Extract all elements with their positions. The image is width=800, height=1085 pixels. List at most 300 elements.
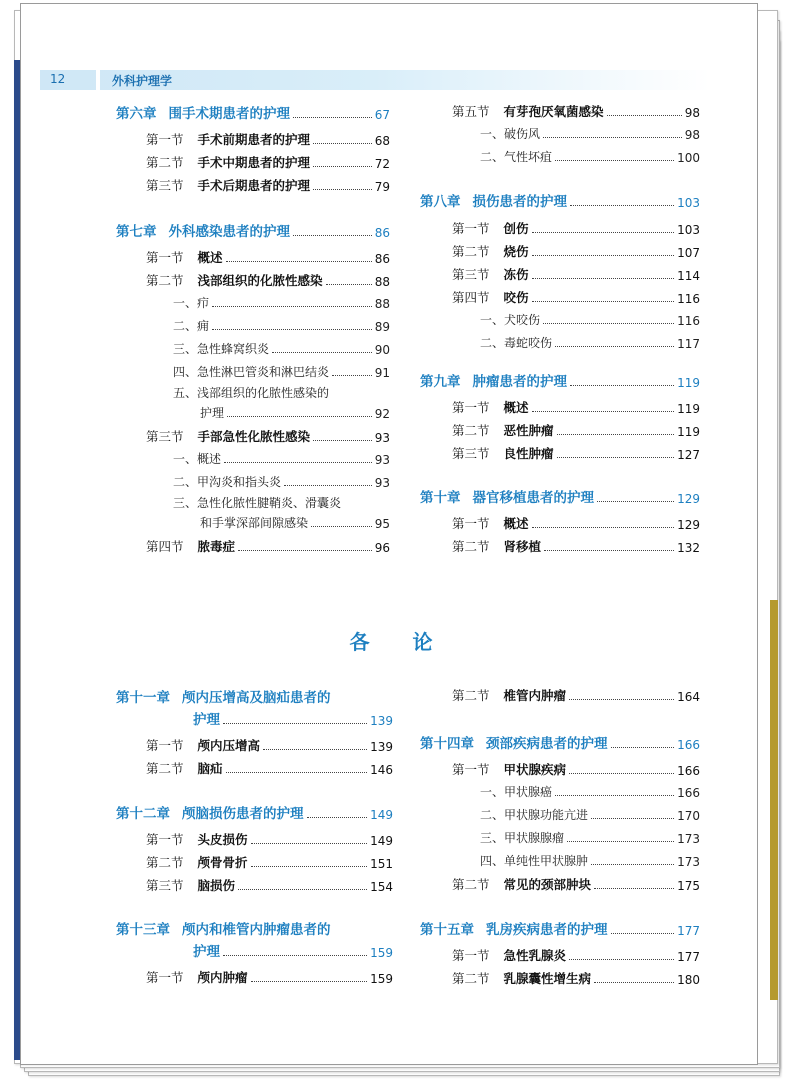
dot-leader xyxy=(293,234,372,236)
toc-page-number: 89 xyxy=(374,320,390,334)
dot-leader xyxy=(567,840,674,842)
toc-number: 第十章 xyxy=(420,490,461,506)
toc-number: 第二节 xyxy=(452,971,490,986)
toc-title: 头皮损伤 xyxy=(197,832,248,847)
toc-page-number: 139 xyxy=(370,714,393,728)
toc-subsection-entry[interactable] xyxy=(173,294,390,311)
book-title: 外科护理学 xyxy=(112,74,173,88)
toc-page-number: 86 xyxy=(374,252,390,266)
toc-title: 乳腺囊性增生病 xyxy=(503,971,592,986)
toc-section-entry[interactable] xyxy=(452,242,700,260)
dot-leader xyxy=(313,188,372,190)
toc-number: 第一节 xyxy=(452,516,490,531)
dot-leader xyxy=(569,698,674,700)
toc-section-entry[interactable] xyxy=(146,736,393,754)
dot-leader xyxy=(607,114,682,116)
toc-label xyxy=(146,968,248,986)
toc-label xyxy=(420,486,594,506)
toc-title: 常见的颈部肿块 xyxy=(503,877,592,892)
toc-title: 乳房疾病患者的护理 xyxy=(486,922,608,938)
toc-title: 外科感染患者的护理 xyxy=(168,224,290,240)
toc-label xyxy=(452,946,566,964)
dot-leader xyxy=(227,415,372,417)
toc-title: 良性肿瘤 xyxy=(503,446,554,461)
dot-leader xyxy=(532,231,675,233)
toc-section-entry[interactable] xyxy=(452,946,700,964)
toc-label xyxy=(480,125,540,142)
dot-leader xyxy=(611,746,675,748)
toc-page-number: 88 xyxy=(374,297,390,311)
toc-number: 第十四章 xyxy=(420,736,474,752)
toc-label xyxy=(173,340,269,357)
toc-number: 第八章 xyxy=(420,194,461,210)
toc-label xyxy=(146,176,310,194)
toc-page-number: 103 xyxy=(677,223,700,237)
toc-label xyxy=(146,271,323,289)
toc-subsection-entry[interactable] xyxy=(480,148,700,165)
toc-label xyxy=(173,317,209,334)
toc-number: 第四节 xyxy=(452,290,490,305)
dot-leader xyxy=(307,816,368,818)
toc-section-entry[interactable] xyxy=(452,969,700,987)
toc-subsection-entry[interactable] xyxy=(480,852,700,869)
toc-title: 烧伤 xyxy=(503,244,529,259)
toc-title: 急性乳腺炎 xyxy=(503,948,567,963)
toc-title: 脑损伤 xyxy=(197,878,236,893)
toc-label xyxy=(146,853,248,871)
toc-section-entry[interactable] xyxy=(452,102,700,120)
dot-leader xyxy=(543,136,682,138)
toc-number: 第三节 xyxy=(146,178,184,193)
book-cover-edge xyxy=(770,600,778,1000)
dot-leader xyxy=(532,277,675,279)
toc-page-number: 175 xyxy=(677,879,700,893)
toc-section-entry[interactable] xyxy=(146,130,390,148)
toc-number: 第一节 xyxy=(146,250,184,265)
toc-subsection-entry[interactable] xyxy=(480,311,700,328)
toc-number: 第三节 xyxy=(452,267,490,282)
dot-leader xyxy=(226,260,372,262)
toc-page-number: 177 xyxy=(677,924,700,938)
dot-leader xyxy=(311,525,372,527)
toc-title: 颅内压增高及脑疝患者的 xyxy=(182,690,331,706)
toc-section-entry[interactable] xyxy=(452,398,700,416)
toc-label xyxy=(480,806,588,823)
toc-section-entry[interactable] xyxy=(146,176,390,194)
toc-label: 第十一章 xyxy=(116,690,170,706)
toc-label xyxy=(200,514,308,531)
toc-label xyxy=(146,537,235,555)
dot-leader xyxy=(223,954,367,956)
toc-label xyxy=(116,802,304,822)
toc-page-number: 146 xyxy=(370,763,393,777)
toc-section-entry[interactable] xyxy=(146,427,390,445)
toc-number: 第一节 xyxy=(452,221,490,236)
dot-leader xyxy=(594,887,674,889)
dot-leader xyxy=(251,980,368,982)
toc-number: 第二节 xyxy=(452,539,490,554)
toc-chapter-entry[interactable] xyxy=(116,802,393,822)
dot-leader xyxy=(611,932,675,934)
dot-leader xyxy=(570,204,674,206)
toc-page-number: 159 xyxy=(370,946,393,960)
toc-label xyxy=(480,783,552,800)
toc-title: 手术前期患者的护理 xyxy=(197,132,311,147)
toc-number: 第一节 xyxy=(146,738,184,753)
toc-section-entry[interactable] xyxy=(452,537,700,555)
toc-number: 第十五章 xyxy=(420,922,474,938)
dot-leader xyxy=(543,322,674,324)
toc-page-number: 95 xyxy=(374,517,390,531)
toc-title: 颅内肿瘤 xyxy=(197,970,248,985)
toc-section-entry[interactable] xyxy=(146,537,390,555)
toc-page-number: 166 xyxy=(677,738,700,752)
toc-title: 甲状腺疾病 xyxy=(503,762,567,777)
toc-chapter-entry[interactable] xyxy=(420,918,700,938)
toc-label xyxy=(146,153,310,171)
toc-page-number: 173 xyxy=(677,832,700,846)
toc-subsection-entry[interactable] xyxy=(173,317,390,334)
dot-leader xyxy=(532,410,675,412)
toc-chapter-entry[interactable] xyxy=(116,102,390,122)
toc-subsection-entry[interactable] xyxy=(480,125,700,142)
toc-number: 四、单纯性甲状腺肿 xyxy=(480,854,589,868)
toc-section-entry[interactable] xyxy=(452,288,700,306)
toc-number: 第二节 xyxy=(452,244,490,259)
dot-leader xyxy=(226,771,368,773)
toc-number: 第六章 xyxy=(116,106,157,122)
toc-label: 第十三章 xyxy=(116,922,170,938)
toc-label xyxy=(452,760,566,778)
toc-title: 肾移植 xyxy=(503,539,542,554)
dot-leader xyxy=(251,842,368,844)
toc-label xyxy=(173,473,281,490)
dot-leader xyxy=(212,328,372,330)
toc-page-number: 98 xyxy=(684,128,700,142)
toc-label xyxy=(146,736,260,754)
toc-label: 三、急性化脓性腱鞘炎、滑囊炎 xyxy=(173,496,342,510)
toc-label xyxy=(173,294,209,311)
toc-page-number: 166 xyxy=(677,786,700,800)
dot-leader xyxy=(532,254,675,256)
dot-leader xyxy=(272,351,372,353)
toc-title: 颅骨骨折 xyxy=(197,855,248,870)
toc-page-number: 88 xyxy=(374,275,390,289)
dot-leader xyxy=(212,305,372,307)
toc-title: 脑疝 xyxy=(197,761,223,776)
toc-number: 第七章 xyxy=(116,224,157,240)
toc-number: 第一节 xyxy=(452,762,490,777)
dot-leader xyxy=(332,374,372,376)
toc-page-number: 103 xyxy=(677,196,700,210)
toc-title: 椎管内肿瘤 xyxy=(503,688,567,703)
dot-leader xyxy=(532,300,675,302)
toc-section-entry[interactable] xyxy=(146,830,393,848)
toc-number: 第二节 xyxy=(146,855,184,870)
toc-page-number: 173 xyxy=(677,855,700,869)
toc-label xyxy=(452,398,529,416)
toc-title: 浅部组织的化脓性感染 xyxy=(197,273,323,288)
toc-number: 四、急性淋巴管炎和淋巴结炎 xyxy=(173,365,330,379)
toc-page-number: 151 xyxy=(370,857,393,871)
dot-leader xyxy=(591,817,674,819)
toc-label xyxy=(452,288,529,306)
toc-label xyxy=(452,537,541,555)
toc-label xyxy=(146,427,310,445)
toc-label xyxy=(452,444,554,462)
toc-page-number: 116 xyxy=(677,292,700,306)
toc-page-number: 149 xyxy=(370,834,393,848)
toc-page-number: 119 xyxy=(677,402,700,416)
toc-chapter-entry[interactable] xyxy=(193,708,393,728)
toc-label xyxy=(193,708,220,728)
toc-number: 护理 xyxy=(193,712,220,728)
toc-title: 脓毒症 xyxy=(197,539,236,554)
toc-section-entry[interactable] xyxy=(452,421,700,439)
toc-number: 第二节 xyxy=(146,761,184,776)
toc-page-number: 119 xyxy=(677,425,700,439)
toc-number: 一、破伤风 xyxy=(480,127,541,141)
toc-title: 手术中期患者的护理 xyxy=(197,155,311,170)
toc-page-number: 132 xyxy=(677,541,700,555)
toc-title: 手部急性化脓性感染 xyxy=(197,429,311,444)
toc-title: 咬伤 xyxy=(503,290,529,305)
toc-number: 第二节 xyxy=(452,423,490,438)
toc-label xyxy=(480,311,540,328)
toc-section-entry[interactable] xyxy=(146,759,393,777)
toc-chapter-entry[interactable] xyxy=(420,732,700,752)
toc-label xyxy=(452,421,554,439)
toc-label xyxy=(452,219,529,237)
toc-page-number: 170 xyxy=(677,809,700,823)
toc-label xyxy=(420,190,567,210)
toc-section-entry[interactable] xyxy=(146,968,393,986)
toc-section-entry[interactable] xyxy=(452,265,700,283)
toc-chapter-title xyxy=(116,918,331,938)
toc-number: 第一节 xyxy=(452,400,490,415)
toc-page-number: 107 xyxy=(677,246,700,260)
toc-number: 第二节 xyxy=(146,273,184,288)
toc-label xyxy=(452,875,591,893)
toc-section-entry[interactable] xyxy=(146,876,393,894)
toc-page-number: 114 xyxy=(677,269,700,283)
dot-leader xyxy=(224,461,372,463)
toc-number: 第一节 xyxy=(452,948,490,963)
toc-label xyxy=(452,102,604,120)
dot-leader xyxy=(555,159,674,161)
toc-number: 第三节 xyxy=(146,429,184,444)
toc-page-number: 166 xyxy=(677,764,700,778)
toc-number: 二、甲状腺功能亢进 xyxy=(480,808,589,822)
dot-leader xyxy=(532,526,675,528)
toc-number: 二、痈 xyxy=(173,319,210,333)
dot-leader xyxy=(313,142,372,144)
toc-number: 三、急性蜂窝织炎 xyxy=(173,342,270,356)
toc-chapter-title xyxy=(116,686,331,706)
toc-section-entry[interactable] xyxy=(146,248,390,266)
toc-page-number: 67 xyxy=(374,108,390,122)
toc-number: 三、甲状腺腺瘤 xyxy=(480,831,565,845)
dot-leader xyxy=(293,116,372,118)
toc-page-number: 91 xyxy=(374,366,390,380)
toc-page-number: 127 xyxy=(677,448,700,462)
toc-number: 第一节 xyxy=(146,970,184,985)
toc-subsection-entry[interactable] xyxy=(173,363,390,380)
dot-leader xyxy=(263,748,367,750)
toc-section-entry[interactable] xyxy=(146,271,390,289)
toc-label xyxy=(200,404,224,421)
toc-page-number: 90 xyxy=(374,343,390,357)
toc-label xyxy=(452,686,566,704)
toc-subsection-continued xyxy=(173,384,329,401)
toc-label xyxy=(480,334,552,351)
toc-page-number: 93 xyxy=(374,431,390,445)
toc-page-number: 164 xyxy=(677,690,700,704)
toc-page-number: 129 xyxy=(677,492,700,506)
toc-title: 概述 xyxy=(503,400,529,415)
toc-page-number: 139 xyxy=(370,740,393,754)
toc-number: 第一节 xyxy=(146,832,184,847)
toc-number: 第九章 xyxy=(420,374,461,390)
toc-title: 颅内和椎管内肿瘤患者的 xyxy=(182,922,331,938)
toc-number: 和手掌深部间隙感染 xyxy=(200,516,309,530)
toc-page-number: 116 xyxy=(677,314,700,328)
toc-number: 二、毒蛇咬伤 xyxy=(480,336,553,350)
dot-leader xyxy=(597,500,674,502)
dot-leader xyxy=(251,865,368,867)
toc-subsection-entry[interactable] xyxy=(480,783,700,800)
toc-page-number: 149 xyxy=(370,808,393,822)
toc-chapter-entry[interactable] xyxy=(193,940,393,960)
toc-page-number: 93 xyxy=(374,476,390,490)
toc-section-entry[interactable] xyxy=(452,514,700,532)
toc-label xyxy=(452,969,591,987)
toc-title: 概述 xyxy=(197,250,223,265)
toc-chapter-entry[interactable] xyxy=(420,370,700,390)
toc-number: 二、甲沟炎和指头炎 xyxy=(173,475,282,489)
toc-label xyxy=(480,852,588,869)
toc-label xyxy=(193,940,220,960)
toc-page-number: 92 xyxy=(374,407,390,421)
toc-number: 一、甲状腺癌 xyxy=(480,785,553,799)
toc-title: 手术后期患者的护理 xyxy=(197,178,311,193)
toc-label xyxy=(146,830,248,848)
toc-page-number: 96 xyxy=(374,541,390,555)
toc-number: 第五节 xyxy=(452,104,490,119)
toc-title: 冻伤 xyxy=(503,267,529,282)
toc-subsection-entry[interactable] xyxy=(200,404,390,421)
toc-subsection-continued xyxy=(173,494,341,511)
dot-leader xyxy=(284,484,372,486)
toc-number: 第二节 xyxy=(146,155,184,170)
toc-chapter-entry[interactable] xyxy=(116,220,390,240)
dot-leader xyxy=(223,722,367,724)
toc-page-number: 86 xyxy=(374,226,390,240)
toc-label xyxy=(116,102,290,122)
dot-leader xyxy=(569,772,674,774)
dot-leader xyxy=(238,888,367,890)
toc-number: 第四节 xyxy=(146,539,184,554)
toc-subsection-entry[interactable] xyxy=(480,334,700,351)
dot-leader xyxy=(557,456,675,458)
toc-page-number: 180 xyxy=(677,973,700,987)
toc-label xyxy=(173,363,329,380)
part-title: 各 论 xyxy=(349,630,451,654)
toc-page-number: 100 xyxy=(677,151,700,165)
toc-number: 第一节 xyxy=(146,132,184,147)
toc-number: 第十二章 xyxy=(116,806,170,822)
toc-title: 颅内压增高 xyxy=(197,738,261,753)
toc-label xyxy=(146,876,235,894)
toc-chapter-entry[interactable] xyxy=(420,190,700,210)
toc-page-number: 177 xyxy=(677,950,700,964)
toc-number: 第二节 xyxy=(452,877,490,892)
toc-label xyxy=(420,370,567,390)
toc-subsection-entry[interactable] xyxy=(173,473,390,490)
toc-number: 护理 xyxy=(200,406,225,420)
toc-title: 恶性肿瘤 xyxy=(503,423,554,438)
dot-leader xyxy=(591,863,674,865)
dot-leader xyxy=(555,345,674,347)
toc-section-entry[interactable] xyxy=(452,875,700,893)
toc-number: 护理 xyxy=(193,944,220,960)
toc-label xyxy=(420,732,608,752)
toc-number: 一、犬咬伤 xyxy=(480,313,541,327)
toc-label xyxy=(452,242,529,260)
toc-label: 五、浅部组织的化脓性感染的 xyxy=(173,386,330,400)
toc-section-entry[interactable] xyxy=(452,686,700,704)
toc-title: 有芽孢厌氧菌感染 xyxy=(503,104,604,119)
toc-title: 颅脑损伤患者的护理 xyxy=(182,806,304,822)
toc-page-number: 98 xyxy=(684,106,700,120)
toc-title: 围手术期患者的护理 xyxy=(168,106,290,122)
toc-title: 器官移植患者的护理 xyxy=(472,490,594,506)
dot-leader xyxy=(569,958,674,960)
toc-section-entry[interactable] xyxy=(146,853,393,871)
toc-page-number: 93 xyxy=(374,453,390,467)
toc-page-number: 117 xyxy=(677,337,700,351)
toc-label xyxy=(452,265,529,283)
toc-section-entry[interactable] xyxy=(452,444,700,462)
toc-number: 一、疖 xyxy=(173,296,210,310)
toc-page-number: 68 xyxy=(374,134,390,148)
toc-subsection-entry[interactable] xyxy=(200,514,390,531)
toc-label xyxy=(452,514,529,532)
dot-leader xyxy=(555,794,674,796)
toc-label xyxy=(420,918,608,938)
toc-label xyxy=(146,248,223,266)
toc-title: 创伤 xyxy=(503,221,529,236)
toc-chapter-entry[interactable] xyxy=(420,486,700,506)
toc-subsection-entry[interactable] xyxy=(480,829,700,846)
dot-leader xyxy=(544,549,674,551)
toc-page-number: 129 xyxy=(677,518,700,532)
toc-label xyxy=(146,130,310,148)
toc-label xyxy=(480,148,552,165)
toc-section-entry[interactable] xyxy=(452,760,700,778)
toc-page-number: 72 xyxy=(374,157,390,171)
toc-section-entry[interactable] xyxy=(452,219,700,237)
toc-section-entry[interactable] xyxy=(146,153,390,171)
toc-label xyxy=(146,759,223,777)
toc-title: 肿瘤患者的护理 xyxy=(472,374,567,390)
toc-subsection-entry[interactable] xyxy=(480,806,700,823)
toc-number: 第三节 xyxy=(146,878,184,893)
dot-leader xyxy=(238,549,372,551)
toc-subsection-entry[interactable] xyxy=(173,340,390,357)
toc-subsection-entry[interactable] xyxy=(173,450,390,467)
dot-leader xyxy=(557,433,675,435)
